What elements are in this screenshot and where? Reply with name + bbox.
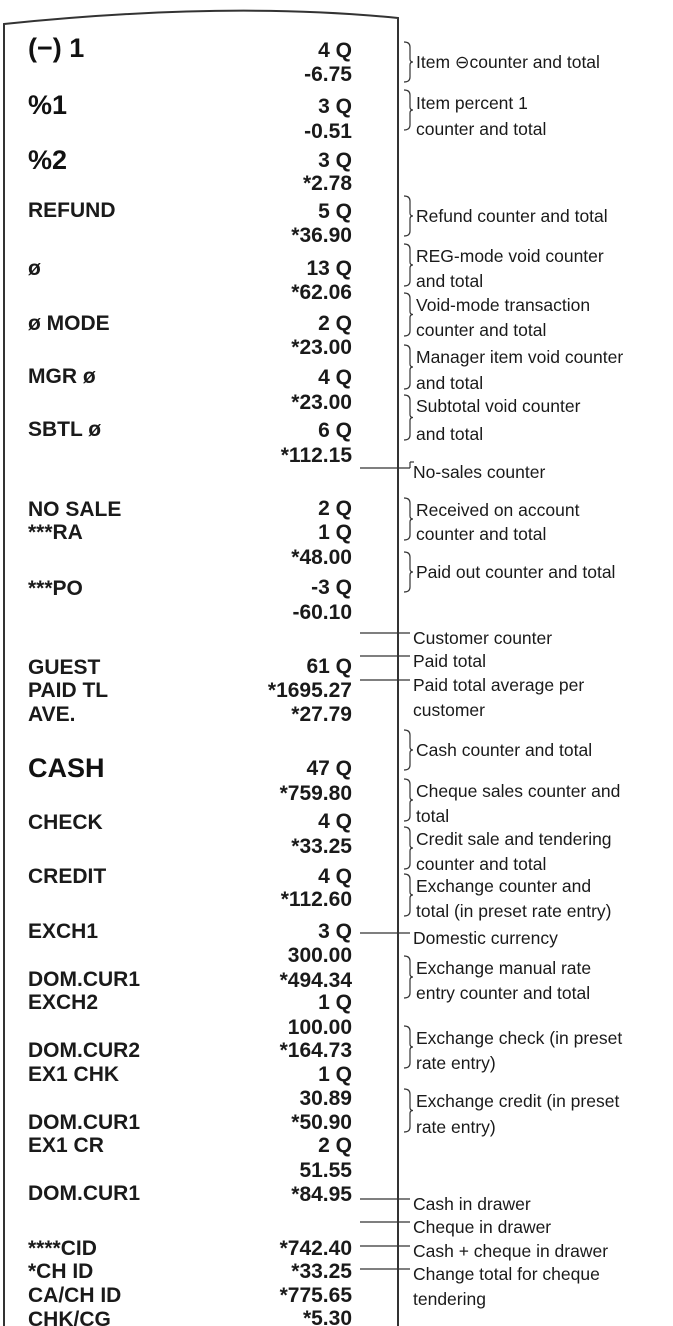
annotation-ex1cr	[404, 1089, 619, 1137]
receipt-row-exch1	[28, 920, 352, 967]
receipt-row-ex1chk	[28, 1063, 352, 1110]
receipt-row-domcur2	[28, 1039, 352, 1062]
receipt-row-exch2	[28, 991, 352, 1039]
receipt-label: *CH ID	[28, 1260, 94, 1283]
annotation-guest	[360, 628, 552, 648]
receipt-label: ***PO	[28, 577, 83, 600]
receipt-counter: 3 Q	[318, 920, 352, 943]
annotation-item-pct1	[404, 90, 546, 139]
receipt-counter: 4 Q	[318, 865, 352, 888]
bracket-line	[404, 779, 413, 821]
receipt-label: ***RA	[28, 521, 83, 544]
annotation-text: tendering	[413, 1289, 486, 1309]
bracket-line	[404, 498, 413, 540]
annotation-ex1chk	[404, 1026, 622, 1073]
annotation-chid	[360, 1217, 551, 1237]
receipt-counter: 4 Q	[318, 366, 352, 389]
receipt-amount: *164.73	[279, 1039, 352, 1062]
annotation-text: REG-mode void counter	[416, 246, 604, 266]
annotation-credit	[404, 827, 612, 874]
receipt-counter: 2 Q	[318, 312, 352, 335]
receipt-label: CHECK	[28, 811, 103, 834]
receipt-counter: 1 Q	[318, 521, 352, 544]
receipt-row-cid	[28, 1237, 352, 1260]
receipt-amount: *33.25	[291, 835, 352, 858]
annotation-text: Received on account	[416, 500, 580, 520]
annotation-text: Customer counter	[413, 628, 553, 648]
receipt-counter: 4 Q	[318, 39, 352, 62]
receipt-row-mgrvoid	[28, 365, 352, 414]
receipt-label: REFUND	[28, 199, 116, 222]
annotation-text: and total	[416, 271, 484, 291]
receipt-row-paidtl	[28, 679, 352, 702]
bracket-line	[404, 956, 413, 998]
annotation-cid	[360, 1194, 531, 1214]
bracket-line	[404, 1089, 413, 1132]
receipt-label: DOM.CUR1	[28, 1111, 141, 1134]
annotation-text: rate entry)	[416, 1053, 496, 1073]
annotation-text: total (in preset rate entry)	[416, 901, 612, 921]
annotation-text: Void-mode transaction	[416, 295, 591, 315]
receipt-label: ****CID	[28, 1237, 97, 1260]
annotation-text: Change total for cheque	[413, 1264, 600, 1284]
annotation-text: Subtotal void counter	[416, 396, 581, 416]
receipt-counter: 4 Q	[318, 810, 352, 833]
receipt-label: DOM.CUR1	[28, 968, 141, 991]
annotation-text: counter and total	[416, 524, 547, 544]
annotation-voidmode	[404, 293, 590, 340]
receipt-counter: 13 Q	[306, 257, 352, 280]
bracket-line	[404, 552, 413, 592]
annotation-text: Exchange check (in preset	[416, 1028, 623, 1048]
receipt-label: %1	[28, 90, 68, 120]
bracket-line	[404, 395, 413, 440]
receipt-amount: *2.78	[302, 172, 352, 195]
receipt-row-regvoid	[28, 257, 352, 304]
receipt-label: GUEST	[28, 656, 101, 679]
receipt-row-sbtlvoid	[28, 418, 352, 467]
receipt-row-guest	[28, 655, 352, 679]
receipt-row-voidmode	[28, 312, 352, 359]
receipt-amount: -0.51	[304, 120, 352, 143]
receipt-amount: *1695.27	[267, 679, 352, 702]
receipt-label: CASH	[28, 753, 105, 783]
receipt-row-domcur1a	[28, 968, 352, 992]
annotation-text: Paid total	[413, 651, 486, 671]
annotation-text: No-sales counter	[413, 462, 546, 482]
receipt-amount: *27.79	[291, 703, 352, 726]
receipt-label: CREDIT	[28, 865, 107, 888]
annotation-text: Cheque in drawer	[413, 1217, 552, 1237]
receipt-counter: 6 Q	[318, 419, 352, 442]
annotation-domcur1	[360, 928, 558, 948]
receipt-label: NO SALE	[28, 498, 122, 521]
bracket-line	[404, 345, 413, 389]
annotation-text: customer	[413, 700, 485, 720]
receipt-row-refund	[28, 199, 352, 247]
receipt-amount: -6.75	[304, 63, 352, 86]
receipt-label: PAID TL	[28, 679, 109, 702]
annotation-text: Refund counter and total	[416, 206, 608, 226]
receipt-amount: *36.90	[291, 224, 352, 247]
receipt-amount: *62.06	[291, 281, 352, 304]
receipt-amount: 30.89	[299, 1087, 352, 1110]
annotation-text: Paid out counter and total	[416, 562, 616, 582]
receipt-counter: 3 Q	[318, 149, 352, 172]
receipt-counter: 2 Q	[318, 497, 352, 520]
receipt-amount: 51.55	[299, 1159, 352, 1182]
annotation-item-minus	[404, 42, 600, 82]
receipt-label: ø	[28, 257, 41, 280]
annotation-ra	[404, 498, 580, 544]
bracket-line	[404, 827, 413, 869]
annotation-text: Item ⊖counter and total	[416, 52, 600, 72]
receipt-row-credit	[28, 865, 352, 911]
receipt-row-domcur1b	[28, 1111, 352, 1134]
receipt-amount: *742.40	[279, 1237, 352, 1260]
annotations	[360, 42, 623, 1309]
receipt-row-chkcg	[28, 1307, 352, 1326]
bracket-line	[404, 90, 413, 130]
receipt-row-nosale	[28, 497, 352, 521]
annotation-text: Domestic currency	[413, 928, 558, 948]
annotation-text: counter and total	[416, 119, 547, 139]
receipt-counter: 1 Q	[318, 1063, 352, 1086]
annotation-exch1	[404, 874, 612, 921]
receipt-row-po	[28, 576, 352, 624]
annotation-text: counter and total	[416, 320, 547, 340]
receipt-amount: 300.00	[287, 944, 352, 967]
receipt-row-check	[28, 810, 352, 858]
receipt-label: AVE.	[28, 703, 76, 726]
annotation-text: Exchange credit (in preset	[416, 1091, 620, 1111]
annotation-text: Paid total average per	[413, 675, 585, 695]
annotation-sbtlvoid	[404, 395, 581, 444]
annotation-text: Item percent 1	[416, 93, 528, 113]
bracket-line	[404, 293, 413, 336]
annotation-text: Cash + cheque in drawer	[413, 1241, 609, 1261]
annotation-text: Exchange manual rate	[416, 958, 592, 978]
receipt-amount: *23.00	[291, 336, 352, 359]
receipt-counter: 1 Q	[318, 991, 352, 1014]
receipt-row-pct1	[28, 90, 352, 143]
receipt-amount: -60.10	[292, 601, 352, 624]
annotation-text: Exchange counter and	[416, 876, 592, 896]
bracket-line	[404, 42, 413, 82]
receipt-amount: *112.60	[280, 888, 352, 911]
receipt-label: MGR ø	[28, 365, 96, 388]
annotation-chkcg	[360, 1264, 600, 1309]
annotation-text: entry counter and total	[416, 983, 591, 1003]
receipt-label: %2	[28, 145, 68, 175]
receipt-amount: *50.90	[291, 1111, 352, 1134]
receipt-label: DOM.CUR2	[28, 1039, 141, 1062]
annotation-check	[404, 779, 620, 826]
annotation-text: Credit sale and tendering	[416, 829, 612, 849]
receipt-amount: *494.34	[279, 969, 352, 992]
annotation-nosale	[360, 462, 545, 482]
receipt-lines	[28, 33, 352, 1326]
receipt-counter: -3 Q	[311, 576, 352, 599]
receipt-counter: 2 Q	[318, 1134, 352, 1157]
receipt-counter: 61 Q	[306, 655, 352, 678]
receipt-row-chid	[28, 1260, 352, 1283]
receipt-label: EX1 CHK	[28, 1063, 120, 1086]
annotation-paidtl	[360, 651, 486, 671]
annotation-text: and total	[416, 373, 484, 393]
annotation-regvoid	[404, 244, 604, 291]
receipt-row-ra	[28, 521, 352, 569]
receipt-label: EXCH1	[28, 920, 99, 943]
receipt-label: SBTL ø	[28, 418, 102, 441]
bracket-line	[404, 874, 413, 916]
receipt-row-cachid	[28, 1284, 352, 1307]
receipt-amount: *759.80	[279, 782, 352, 805]
receipt-counter: 5 Q	[318, 200, 352, 223]
receipt-amount: *84.95	[291, 1183, 352, 1206]
annotation-exch2	[404, 956, 591, 1003]
receipt-amount: *775.65	[279, 1284, 352, 1307]
receipt-label: ø MODE	[28, 312, 110, 335]
annotation-text: total	[416, 806, 450, 826]
annotation-refund	[404, 196, 608, 236]
receipt-label: CHK/CG	[28, 1308, 111, 1326]
annotation-text: Cash counter and total	[416, 740, 593, 760]
receipt-amount: *5.30	[302, 1307, 352, 1326]
receipt-label: EX1 CR	[28, 1134, 104, 1157]
receipt-counter: 3 Q	[318, 95, 352, 118]
annotation-text: Manager item void counter	[416, 347, 624, 367]
receipt-row-ex1cr	[28, 1134, 352, 1182]
annotation-ave	[360, 675, 584, 720]
receipt-amount: *33.25	[291, 1260, 352, 1283]
receipt-row-cash	[28, 753, 352, 805]
annotation-po	[404, 552, 615, 592]
annotation-text: Cash in drawer	[413, 1194, 531, 1214]
annotation-cash	[404, 730, 592, 770]
receipt-counter: 47 Q	[306, 757, 352, 780]
receipt-label: DOM.CUR1	[28, 1182, 141, 1205]
bracket-line	[404, 196, 413, 236]
receipt-row-domcur1c	[28, 1182, 352, 1206]
bracket-line	[404, 244, 413, 286]
bracket-line	[404, 1026, 413, 1068]
annotation-text: rate entry)	[416, 1117, 496, 1137]
receipt-label: EXCH2	[28, 991, 99, 1014]
receipt-amount: 100.00	[287, 1016, 352, 1039]
annotation-mgrvoid	[404, 345, 623, 393]
receipt-label: (−) 1	[28, 33, 85, 63]
receipt-row-minus1	[28, 33, 352, 86]
receipt-row-pct2	[28, 145, 352, 195]
annotation-text: counter and total	[416, 854, 547, 874]
receipt-amount: *23.00	[291, 391, 352, 414]
receipt-row-ave	[28, 703, 352, 726]
annotation-text: and total	[416, 424, 484, 444]
receipt-amount: *112.15	[280, 444, 352, 467]
bracket-line	[404, 730, 413, 770]
receipt-amount: *48.00	[291, 546, 352, 569]
receipt-label: CA/CH ID	[28, 1284, 122, 1307]
annotation-text: Cheque sales counter and	[416, 781, 621, 801]
